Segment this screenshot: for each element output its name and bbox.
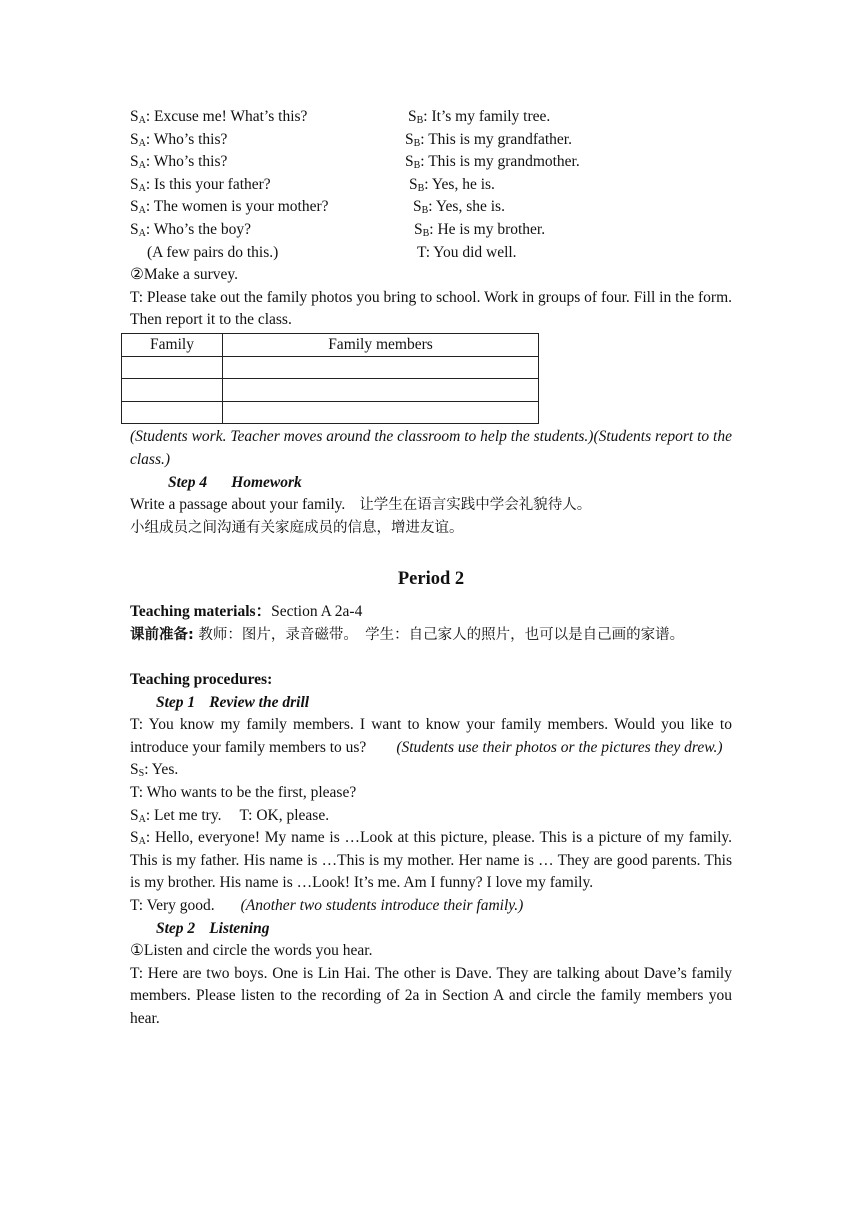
table-header-row bbox=[122, 333, 539, 356]
speaker-sub: S bbox=[138, 768, 145, 780]
table-cell bbox=[223, 401, 539, 424]
speaker-b-turn bbox=[409, 174, 495, 197]
dialogue-line bbox=[130, 151, 732, 174]
t-first: T: Who wants to be the first, please? bbox=[130, 784, 357, 802]
header-family: Family bbox=[122, 333, 223, 356]
teaching-materials-label: Teaching materials： bbox=[130, 603, 272, 621]
step1-teacher: T: You know my family members. I want to know your family members. Would you like to introduce your family members to us? bbox=[130, 716, 732, 756]
step4-title: Homework bbox=[231, 473, 302, 491]
speaker-b-text: : This is my grandfather. bbox=[420, 130, 572, 148]
period-title: Period 2 bbox=[397, 569, 465, 590]
very-good-line bbox=[130, 895, 732, 918]
speaker-sub: A bbox=[138, 205, 146, 217]
homework-text: Write a passage about your family. bbox=[130, 496, 346, 514]
step1-note: (Students use their photos or the pictures they drew.) bbox=[396, 738, 723, 756]
speaker-sub: B bbox=[422, 227, 430, 239]
procedures-label: Teaching procedures: bbox=[130, 671, 273, 689]
table-row bbox=[122, 356, 539, 379]
dialogue-line bbox=[130, 219, 732, 242]
teaching-materials-value: Section A 2a-4 bbox=[271, 603, 363, 621]
table-row bbox=[122, 379, 539, 402]
step2-title: Listening bbox=[209, 919, 270, 937]
prep-label: 课前准备: bbox=[130, 626, 194, 643]
pairs-note: (A few pairs do this.) bbox=[147, 243, 279, 261]
teacher-well: T: You did well. bbox=[417, 243, 517, 261]
dialogue-line bbox=[130, 129, 732, 152]
ss-yes-line bbox=[130, 759, 732, 782]
homework-cn1: 让学生在语言实践中学会礼貌待人。 bbox=[359, 497, 592, 514]
speaker-label: S bbox=[408, 108, 417, 125]
students-work-note: (Students work. Teacher moves around the classroom to help the students.)(Students report to the class.) bbox=[130, 428, 732, 468]
speaker-label: S bbox=[413, 198, 422, 216]
speaker-sub: B bbox=[413, 160, 421, 172]
step1-heading bbox=[130, 692, 732, 715]
homework-cn2: 小组成员之间沟通有关家庭成员的信息，增进友谊。 bbox=[130, 519, 464, 536]
speaker-a-text: : Who’s the boy? bbox=[145, 220, 252, 238]
speaker-a-turn bbox=[130, 106, 307, 129]
sa-intro-text: : Hello, everyone! My name is …Look at this picture, please. This is a picture of my family. This is my father. His name is …This is my mother. Her name is … They are good parents. This is my brother. His name is …Look! It’s me. Am I funny? I love my family. bbox=[130, 829, 732, 892]
pairs-line bbox=[130, 242, 732, 265]
t-very-good: T: Very good. bbox=[130, 897, 215, 914]
sa-try-reply: T: OK, please. bbox=[239, 806, 330, 824]
speaker-label: S bbox=[130, 220, 139, 238]
table-cell bbox=[223, 356, 539, 379]
sa-intro-paragraph bbox=[130, 827, 732, 895]
speaker-sub: B bbox=[413, 137, 421, 149]
dialogue-line bbox=[130, 106, 732, 129]
speaker-b-text: : Yes, he is. bbox=[424, 175, 495, 193]
step2-heading bbox=[130, 918, 732, 941]
speaker-label: S bbox=[414, 220, 423, 238]
speaker-a-text: : Is this your father? bbox=[145, 175, 271, 193]
step4-heading bbox=[130, 472, 732, 495]
speaker-a-text: : Excuse me! What’s this? bbox=[145, 108, 308, 125]
speaker-sub: A bbox=[138, 115, 146, 126]
listen-heading: ①Listen and circle the words you hear. bbox=[130, 942, 373, 960]
speaker-sub: A bbox=[138, 182, 146, 194]
speaker-label: S bbox=[409, 175, 418, 193]
speaker-b-turn bbox=[414, 219, 545, 242]
survey-instruction: T: Please take out the family photos you bring to school. Work in groups of four. Fill in the form. Then report it to the class. bbox=[130, 288, 732, 329]
speaker-sub: A bbox=[138, 137, 146, 149]
speaker-label: S bbox=[405, 153, 414, 171]
speaker-b-text: : Yes, she is. bbox=[428, 198, 505, 216]
family-form-table bbox=[121, 333, 539, 424]
speaker-label: S bbox=[130, 175, 139, 193]
speaker-label: S bbox=[130, 130, 139, 148]
survey-heading: ②Make a survey. bbox=[130, 266, 239, 284]
prep-line bbox=[130, 624, 732, 647]
speaker-sub: A bbox=[138, 836, 146, 848]
document-page bbox=[130, 106, 732, 1031]
speaker-sub: B bbox=[421, 205, 429, 217]
table-cell bbox=[223, 379, 539, 402]
speaker-b-text: : This is my grandmother. bbox=[420, 153, 580, 171]
dialogue-line bbox=[130, 196, 732, 219]
listen-text: T: Here are two boys. One is Lin Hai. The other is Dave. They are talking about Dave’s family members. Please listen to the recording of 2a in Section A and circle the family members you hear. bbox=[130, 964, 732, 1027]
speaker-a-turn bbox=[130, 151, 227, 174]
sa-try-text: : Let me try. bbox=[145, 806, 222, 824]
speaker-b-turn bbox=[405, 129, 572, 152]
sa-try-line bbox=[130, 805, 732, 828]
speaker-b-turn bbox=[413, 196, 505, 219]
header-family-members: Family members bbox=[223, 333, 539, 356]
table-row bbox=[122, 401, 539, 424]
speaker-a-turn bbox=[130, 174, 271, 197]
speaker-a-text: : Who’s this? bbox=[145, 153, 228, 171]
speaker-sub: B bbox=[416, 115, 424, 126]
prep-value: 教师：图片，录音磁带。 学生：自己家人的照片，也可以是自己画的家谱。 bbox=[193, 626, 685, 643]
speaker-a-turn bbox=[130, 196, 329, 219]
speaker-b-turn bbox=[408, 106, 550, 129]
homework-line bbox=[130, 494, 732, 517]
very-good-note: (Another two students introduce their family.) bbox=[240, 897, 524, 914]
speaker-sub: A bbox=[138, 160, 146, 172]
dialogue-block bbox=[130, 106, 732, 242]
speaker-a-turn bbox=[130, 219, 251, 242]
table-cell bbox=[122, 379, 223, 402]
step2-label: Step 2 bbox=[156, 919, 196, 937]
speaker-label: S bbox=[130, 108, 139, 125]
speaker-sub: A bbox=[138, 227, 146, 239]
step1-label: Step 1 bbox=[156, 693, 196, 711]
speaker-label: S bbox=[130, 761, 139, 779]
speaker-b-text: : It’s my family tree. bbox=[423, 108, 551, 125]
table-cell bbox=[122, 356, 223, 379]
step1-title: Review the drill bbox=[209, 693, 310, 711]
speaker-label: S bbox=[130, 198, 139, 216]
speaker-label: S bbox=[130, 806, 139, 824]
speaker-label: S bbox=[130, 153, 139, 171]
speaker-label: S bbox=[130, 829, 139, 847]
speaker-a-turn bbox=[130, 129, 227, 152]
speaker-a-text: : Who’s this? bbox=[145, 130, 228, 148]
ss-yes-text: : Yes. bbox=[144, 761, 179, 779]
speaker-label: S bbox=[405, 130, 414, 148]
teaching-materials-line bbox=[130, 601, 732, 624]
speaker-a-text: : The women is your mother? bbox=[145, 198, 329, 216]
speaker-sub: A bbox=[138, 813, 146, 825]
step1-teacher-paragraph bbox=[130, 714, 732, 759]
table-cell bbox=[122, 401, 223, 424]
dialogue-line bbox=[130, 174, 732, 197]
step4-label: Step 4 bbox=[168, 473, 208, 491]
speaker-sub: B bbox=[417, 182, 425, 194]
speaker-b-turn bbox=[405, 151, 580, 174]
speaker-b-text: : He is my brother. bbox=[429, 220, 546, 238]
